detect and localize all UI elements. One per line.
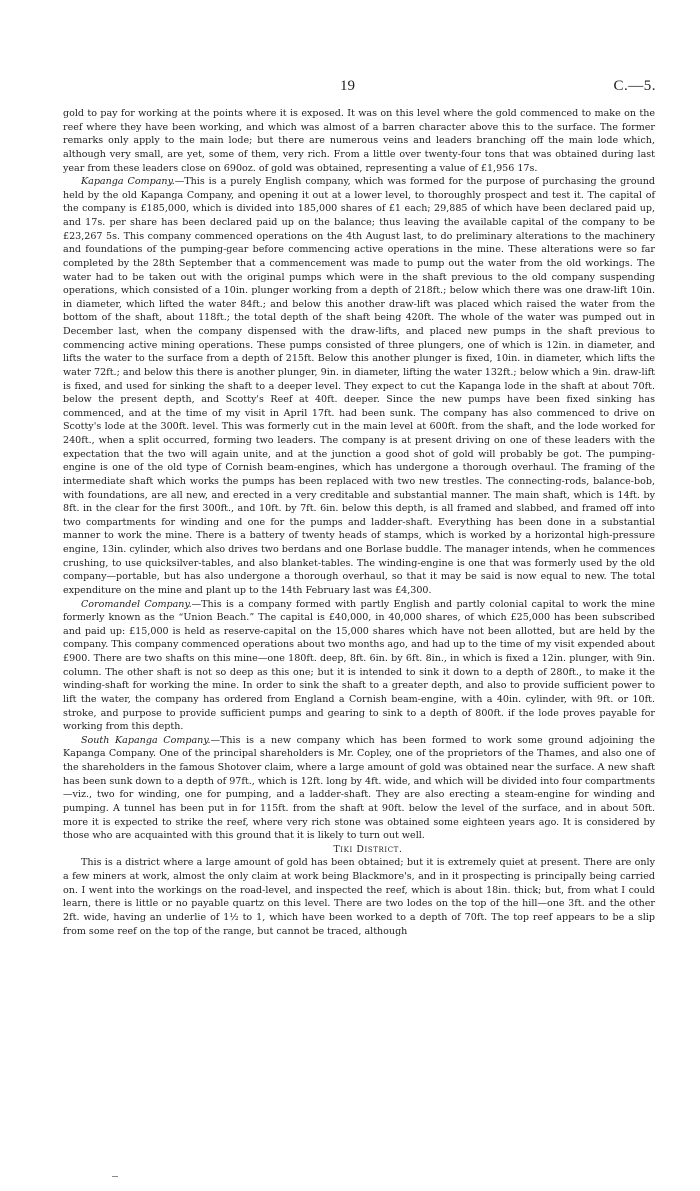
- scan-mark: [112, 1176, 118, 1177]
- paragraph-mine-continuation: [63, 107, 655, 175]
- paragraph-south-kapanga-company: [63, 734, 655, 843]
- paragraph-text: —This is a purely English company, which was formed for the purpose of purchasing the ground held by the old Kapanga Company, and opening it out at a lower level, to thoroughly prospect and test it. The capital of the company is £185,000, which is divided into 185,000 shares of £1 each; 29,885 of which have been declared paid up, and 17s. per share has been declared paid up on the balance; thus leaving the available capital of the company to be £23,267 5s. This company commenced operations on the 4th August last, to do preliminary alterations to the machinery and foundations of the pumping-gear before commencing active operations in the mine. These alterations were so far completed by the 28th September that a commencement was made to pump out the water from the old workings. The water had to be taken out with the original pumps which were in the shaft previous to the old company suspending operations, which consisted of a 10in. plunger working from a depth of 218ft.; below which there was one draw-lift 10in. in diameter, which lifted the water 84ft.; and below this another draw-lift was placed which raised the water from the bottom of the shaft, about 118ft.; the total depth of the shaft being 420ft. The whole of the water was pumped out in December last, when the company dispensed with the draw-lifts, and placed new pumps in the shaft previous to commencing active mining operations. These pumps consisted of three plungers, one of which is 12in. in diameter, and lifts the water to the surface from a depth of 215ft. Below this another plunger is fixed, 10in. in diameter, which lifts the water 72ft.; and below this there is another plunger, 9in. in diameter, lifting the water 132ft.; below which a 9in. draw-lift is fixed, and used for sinking the shaft to a deeper level. They expect to cut the Kapanga lode in the shaft at about 70ft. below the present depth, and Scotty's Reef at 40ft. deeper. Since the new pumps have been fixed sinking has commenced, and at the time of my visit in April 17ft. had been sunk. The company has also commenced to drive on Scotty's lode at the 300ft. level. This was formerly cut in the main level at 600ft. from the shaft, and the lode worked for 240ft., when a split occurred, forming two leaders. The company is at present driving on one of these leaders with the expectation that the two will again unite, and at the junction a good shot of gold will probably be got. The pumping-engine is one of the old type of Cornish beam-engines, which has undergone a thorough overhaul. The framing of the intermediate shaft which works the pumps has been replaced with two new trestles. The connecting-rods, balance-bob, with foundations, are all new, and erected in a very creditable and substantial manner. The main shaft, which is 14ft. by 8ft. in the clear for the first 300ft., and 10ft. by 7ft. 6in. below this depth, is all framed and slabbed, and framed off into two compartments for winding and one for the pumps and ladder-shaft. Everything has been done in a substantial manner to work the mine. There is a battery of twenty heads of stamps, which is worked by a horizontal high-pressure engine, 13in. cylinder, which also drives two berdans and one Borlase buddle. The manager intends, when he commences crushing, to use quicksilver-tables, and also blanket-tables. The winding-engine is one that was formerly used by the old company—portable, but has also undergone a thorough overhaul, so that it may be said is now equal to new. The total expenditure on the mine and plant up to the 14th February last was £4,300.: [63, 176, 655, 596]
- page-number: 19: [340, 78, 355, 94]
- paragraph-kapanga-company: [63, 175, 655, 597]
- paragraph-tiki-district: [63, 856, 655, 938]
- section-heading-tiki-district: Tiki District.: [333, 843, 403, 855]
- paragraph-text: gold to pay for working at the points where it is exposed. It was on this level where the gold commenced to make on the reef where they have been working, and which was almost of a barren character above this to the surface. The former remarks only apply to the main lode; but there are numerous veins and leaders branching off the main lode which, although very small, are yet, some of them, very rich. From a little over twenty-four tons that was obtained during last year from these leaders close on 690oz. of gold was obtained, representing a value of £1,956 17s.: [63, 108, 655, 174]
- paragraph-text: This is a district where a large amount of gold has been obtained; but it is extremely quiet at present. There are only a few miners at work, almost the only claim at work being Blackmore's, and in it prospecting is principally being carried on. I went into the workings on the road-level, and inspected the reef, which is about 18in. thick; but, from what I could learn, there is little or no payable quartz on this level. There are two lodes on the top of the hill—one 3ft. and the other 2ft. wide, having an underlie of 1½ to 1, which have been worked to a depth of 70ft. The top reef appears to be a slip from some reef on the top of the range, but cannot be traced, although: [63, 857, 655, 937]
- paragraph-coromandel-company: [63, 598, 655, 734]
- company-name-south-kapanga: South Kapanga Company.: [81, 734, 211, 746]
- company-name-kapanga: Kapanga Company.: [81, 176, 175, 188]
- document-reference: C.—5.: [613, 78, 656, 94]
- paragraph-text: —This is a new company which has been formed to work some ground adjoining the Kapanga Company. One of the principal shareholders is Mr. Copley, one of the proprietors of the Thames, and also one of the shareholders in the famous Shotover claim, where a large amount of gold was obtained near the surface. A new shaft has been sunk down to a depth of 97ft., which is 12ft. long by 4ft. wide, and which will be divided into four compartments—viz., two for winding, one for pumping, and a ladder-shaft. They are also erecting a steam-engine for winding and pumping. A tunnel has been put in for 115ft. from the shaft at 90ft. below the level of the surface, and in about 50ft. more it is expected to strike the reef, where very rich stone was obtained some eighteen years ago. It is considered by those who are acquainted with this ground that it is likely to turn out well.: [63, 734, 655, 842]
- paragraph-text: —This is a company formed with partly English and partly colonial capital to work the mine formerly known as the “Union Beach.” The capital is £40,000, in 40,000 shares, of which £25,000 has been subscribed and paid up: £15,000 is held as reserve-capital on the 15,000 shares which have not been allotted, but are held by the company. This company commenced operations about two months ago, and had up to the time of my visit expended about £900. There are two shafts on this mine—one 180ft. deep, 8ft. 6in. by 6ft. 8in., in which is fixed a 12in. plunger, with 9in. column. The other shaft is not so deep as this one; but it is intended to sink it down to a depth of 280ft., to make it the winding-shaft for working the mine. In order to sink the shaft to a greater depth, and also to provide sufficient power to lift the water, the company has ordered from England a Cornish beam-engine, with a 40in. cylinder, with 9ft. or 10ft. stroke, and purpose to provide sufficient pumps and gearing to sink to a depth of 800ft. if the lode proves payable for working from this depth.: [63, 598, 655, 733]
- company-name-coromandel: Coromandel Company.: [81, 598, 192, 610]
- report-body: [63, 107, 655, 938]
- page-header: [0, 78, 700, 98]
